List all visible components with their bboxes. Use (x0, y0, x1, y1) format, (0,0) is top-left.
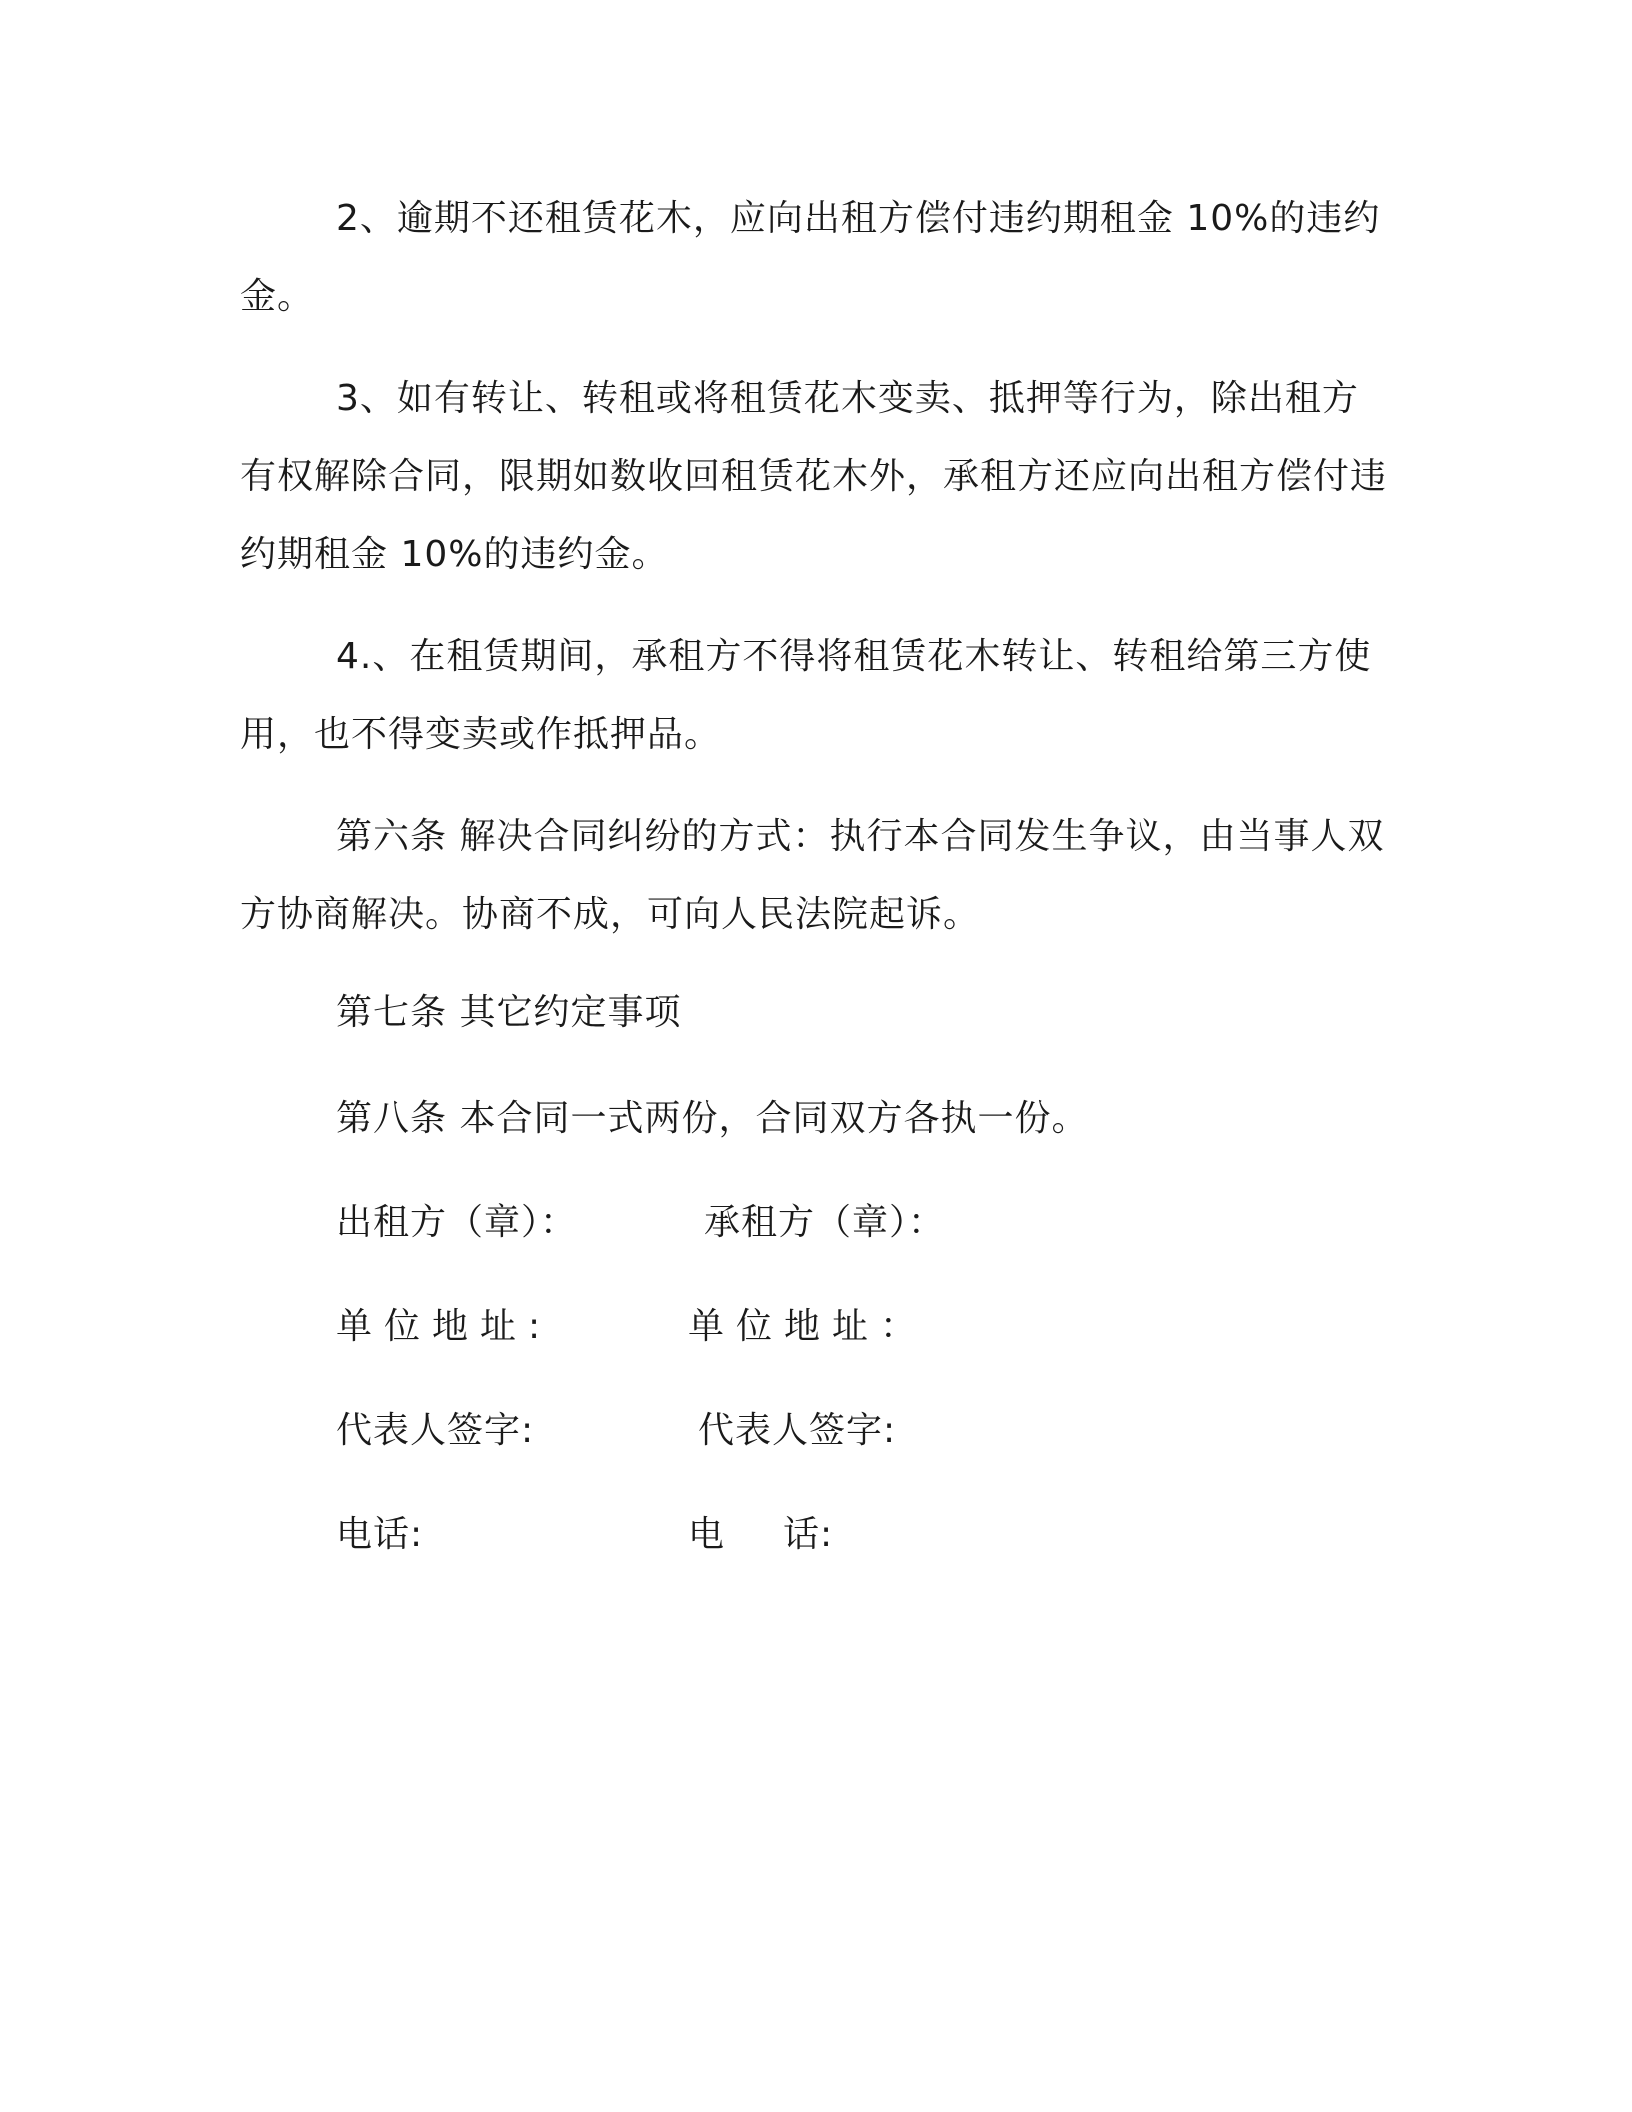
lessor-seal-label: 出租方（章）： (336, 1202, 578, 1243)
article-7: 第七条 其它约定事项 (336, 992, 682, 1033)
clause-item-2: 2、逾期不还租赁花木，应向出租方偿付违约期租金 10%的违约金。 (240, 198, 1381, 317)
article-8: 第八条 本合同一式两份，合同双方各执一份。 (336, 1098, 1089, 1139)
lessee-phone-char-1: 电 (688, 1514, 726, 1555)
lessor-phone-label: 电话: (336, 1514, 424, 1555)
signature-row-seal (336, 1198, 1236, 1248)
lessee-phone-char-2: 话: (783, 1514, 834, 1555)
lessee-seal-label: 承租方（章）： (704, 1202, 946, 1243)
clause-item-3: 3、如有转让、转租或将租赁花木变卖、抵押等行为，除出租方有权解除合同，限期如数收回租赁花木外，承租方还应向出租方偿付违约期租金 10%的违约金。 (240, 378, 1388, 575)
signature-row-address (336, 1302, 1236, 1352)
signature-row-representative (336, 1406, 1236, 1456)
lessor-representative-label: 代表人签字: (336, 1410, 535, 1451)
lessee-phone-label (688, 1510, 833, 1560)
clause-item-4: 4.、在租赁期间，承租方不得将租赁花木转让、转租给第三方使用，也不得变卖或作抵押品。 (240, 636, 1372, 755)
article-6: 第六条 解决合同纠纷的方式：执行本合同发生争议，由当事人双方协商解决。协商不成，可向人民法院起诉。 (240, 816, 1385, 935)
signature-row-phone (336, 1510, 1236, 1560)
lessee-representative-label: 代表人签字: (698, 1410, 897, 1451)
lessee-address-label: 单位地址： (688, 1306, 929, 1347)
lessor-address-label: 单位地址: (336, 1306, 553, 1347)
